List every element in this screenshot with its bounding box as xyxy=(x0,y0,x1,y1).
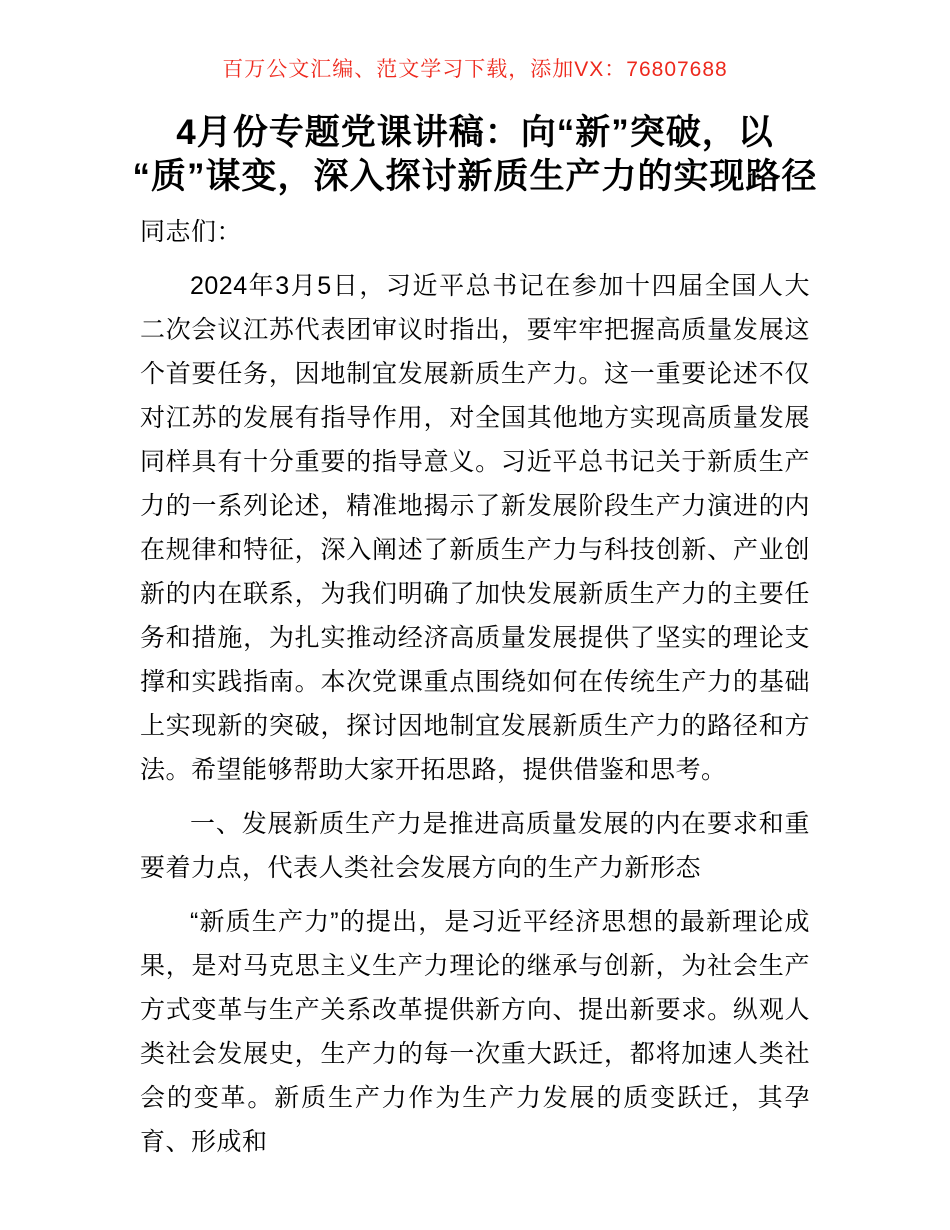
page-title-line-2: “质”谋变，深入探讨新质生产力的实现路径 xyxy=(132,157,818,196)
page-title-line-1: 4月份专题党课讲稿：向“新”突破，以 xyxy=(176,113,774,152)
greeting-line: 同志们： xyxy=(140,218,243,246)
paragraph-section-1: “新质生产力”的提出，是习近平经济思想的最新理论成果，是对马克思主义生产力理论的继承与创新，为社会生产方式变革与生产关系改革提供新方向、提出新要求。纵观人类社会发展史，生产力的每一次重大跃迁，都将加速人类社会的变革。新质生产力作为生产力发展的质变跃迁，其孕育、形成和 xyxy=(140,908,810,1156)
section-heading-1: 一、发展新质生产力是推进高质量发展的内在要求和重要着力点，代表人类社会发展方向的生产力新形态 xyxy=(140,810,810,882)
page-title xyxy=(80,111,870,199)
document-body xyxy=(140,210,810,1164)
paragraph-intro: 2024年3月5日，习近平总书记在参加十四届全国人大二次会议江苏代表团审议时指出，要牢牢把握高质量发展这个首要任务，因地制宜发展新质生产力。这一重要论述不仅对江苏的发展有指导作用，对全国其他地方实现高质量发展同样具有十分重要的指导意义。习近平总书记关于新质生产力的一系列论述，精准地揭示了新发展阶段生产力演进的内在规律和特征，深入阐述了新质生产力与科技创新、产业创新的内在联系，为我们明确了加快发展新质生产力的主要任务和措施，为扎实推动经济高质量发展提供了坚实的理论支撑和实践指南。本次党课重点围绕如何在传统生产力的基础上实现新的突破，探讨因地制宜发展新质生产力的路径和方法。希望能够帮助大家开拓思路，提供借鉴和思考。 xyxy=(140,272,810,784)
watermark-notice: 百万公文汇编、范文学习下载，添加VX：76807688 xyxy=(222,58,728,81)
